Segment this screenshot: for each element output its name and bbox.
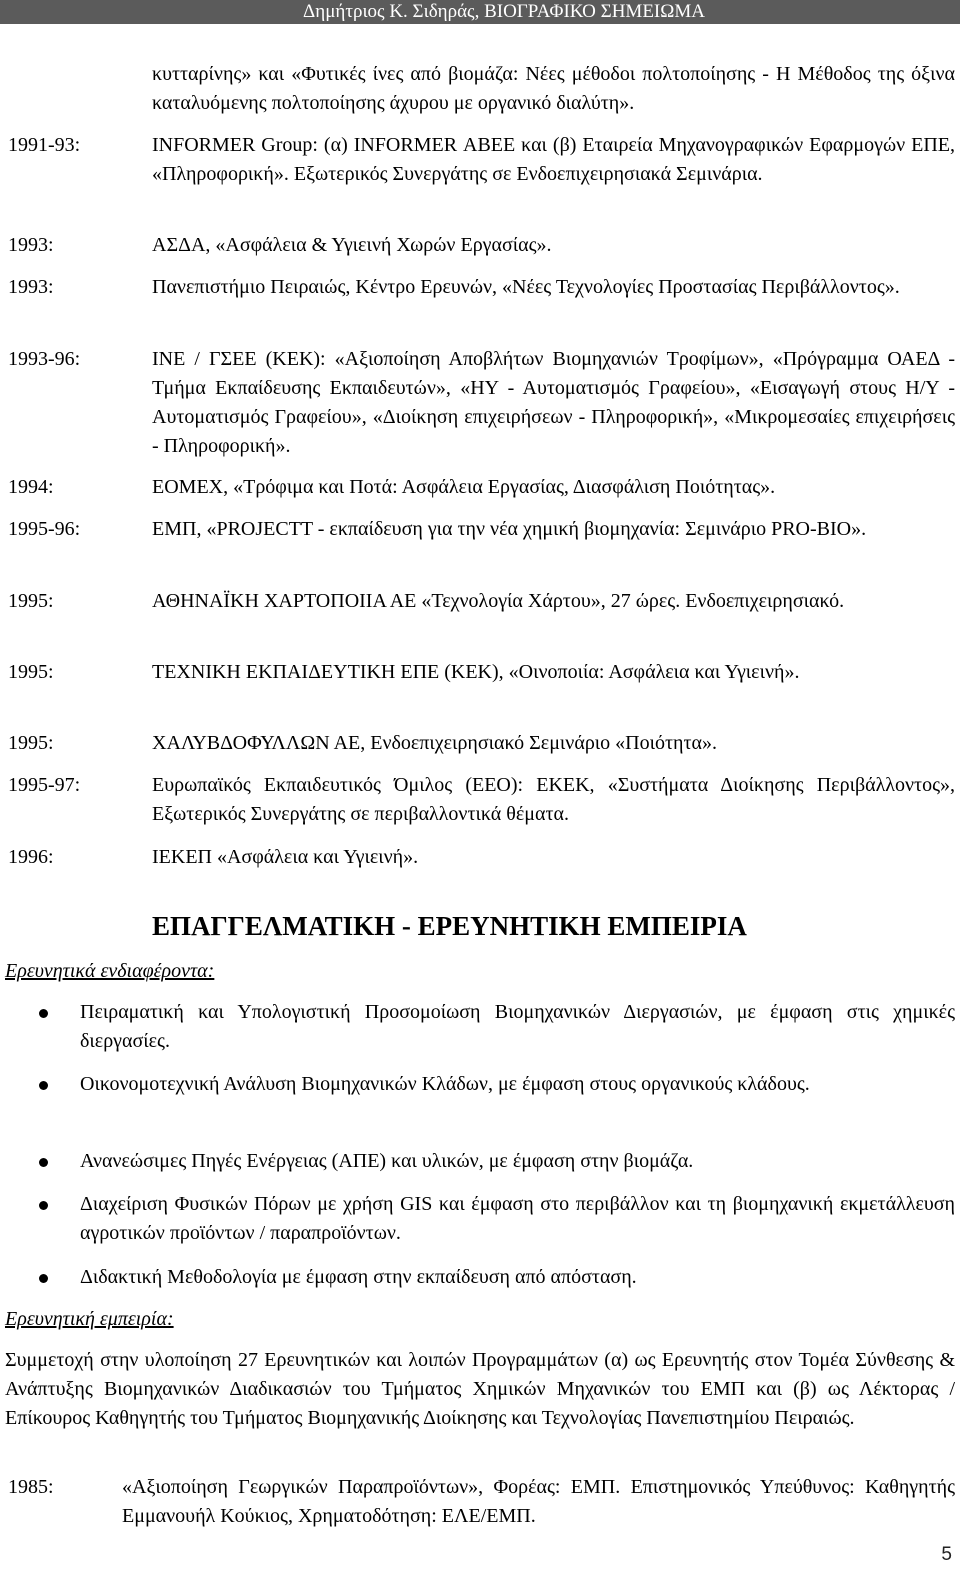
entry-year: 1993: (8, 276, 54, 298)
entry-text: κυτταρίνης» και «Φυτικές ίνες από βιομάζα: Νέες μέθοδοι πολτοποίησης - Η Μέθοδος της όξινα καταλυόμενης πολτοποίησης άχυρου με οργανικό διαλύτη». (152, 63, 955, 114)
entry-year: 1993: (8, 234, 54, 256)
interest-text: Ανανεώσιμες Πηγές Ενέργειας (ΑΠΕ) και υλικών, με έμφαση στην βιομάζα. (80, 1150, 694, 1172)
entry-year: 1995-96: (8, 518, 81, 540)
research-interests-label: Ερευνητικά ενδιαφέροντα: (5, 960, 215, 982)
entry-text: «Αξιοποίηση Γεωργικών Παραπροϊόντων», Φορέας: ΕΜΠ. Επιστημονικός Υπεύθυνος: Καθηγητής Εμμανουήλ Κούκιος, Χρηματοδότηση: ΕΛΕ/ΕΜΠ. (122, 1476, 955, 1527)
interest-text: Διδακτική Μεθοδολογία με έμφαση στην εκπαίδευση από απόσταση. (80, 1266, 637, 1288)
research-experience-label: Ερευνητική εμπειρία: (5, 1308, 174, 1330)
interest-text: Πειραματική και Υπολογιστική Προσομοίωση Βιομηχανικών Διεργασιών, με έμφαση στις χημικές διεργασίες. (80, 1001, 955, 1052)
entry-year: 1991-93: (8, 134, 81, 156)
entry-text: ΤΕΧΝΙΚΗ ΕΚΠΑΙΔΕΥΤΙΚΗ ΕΠΕ (ΚΕΚ), «Οινοποιία: Ασφάλεια και Υγιεινή». (152, 661, 800, 683)
entry-year: 1995: (8, 732, 54, 754)
entry-year: 1996: (8, 846, 54, 868)
entry-text: ΑΣΔΑ, «Ασφάλεια & Υγιεινή Χωρών Εργασίας». (152, 234, 552, 256)
entry-text: ΕΟΜΕΧ, «Τρόφιμα και Ποτά: Ασφάλεια Εργασίας, Διασφάλιση Ποιότητας». (152, 476, 776, 498)
entry-text: Πανεπιστήμιο Πειραιώς, Κέντρο Ερευνών, «Νέες Τεχνολογίες Προστασίας Περιβάλλοντος». (152, 276, 900, 298)
bullet-icon (39, 1201, 48, 1210)
entry-text: INFORMER Group: (α) INFORMER ΑΒΕΕ και (β) Εταιρεία Μηχανογραφικών Εφαρμογών ΕΠΕ, «Πληροφορική». Εξωτερικός Συνεργάτης σε Ενδοεπιχειρησιακά Σεμινάρια. (152, 134, 955, 185)
entry-text: ΙΝΕ / ΓΣΕΕ (ΚΕΚ): «Αξιοποίηση Αποβλήτων Βιομηχανιών Τροφίμων», «Πρόγραμμα ΟΑΕΔ - Τμήμα Εκπαίδευσης Εκπαιδευτών», «ΗΥ - Αυτοματισμός Γραφείου», «Εισαγωγή στους Η/Υ - Αυτοματισμός Γραφείου», «Διοίκηση επιχειρήσεων - Πληροφορική», «Μικρομεσαίες επιχειρήσεις - Πληροφορική». (152, 348, 955, 457)
interest-text: Διαχείριση Φυσικών Πόρων με χρήση GIS και έμφαση στο περιβάλλον και τη βιομηχανική εκμετάλλευση αγροτικών προϊόντων / παραπροϊόντων. (80, 1193, 955, 1244)
experience-summary: Συμμετοχή στην υλοποίηση 27 Ερευνητικών και λοιπών Προγραμμάτων (α) ως Ερευνητής στον Τομέα Σύνθεσης & Ανάπτυξης Βιομηχανικών Διαδικασιών του Τμήματος Χημικών Μηχανικών του ΕΜΠ και (β) ως Λέκτορας / Επίκουρος Καθηγητής του Τμήματος Βιομηχανικής Διοίκησης και Τεχνολογίας Πανεπιστημίου Πειραιώς. (5, 1349, 955, 1429)
entry-year: 1995: (8, 661, 54, 683)
page-number: 5 (941, 1544, 952, 1565)
header-title: Δημήτριος Κ. Σιδηράς, ΒΙΟΓΡΑΦΙΚΟ ΣΗΜΕΙΩΜΑ (303, 1, 705, 22)
section-heading: ΕΠΑΓΓΕΛΜΑΤΙΚΗ - ΕΡΕΥΝΗΤΙΚΗ ΕΜΠΕΙΡΙΑ (152, 911, 747, 941)
bullet-icon (39, 1009, 48, 1018)
bullet-icon (39, 1081, 48, 1090)
bullet-icon (39, 1274, 48, 1283)
entry-text: ΙΕΚΕΠ «Ασφάλεια και Υγιεινή». (152, 846, 419, 868)
entry-year: 1995-97: (8, 774, 81, 796)
entry-text: ΕΜΠ, «PROJECTT - εκπαίδευση για την νέα χημική βιομηχανία: Σεμινάριο PRO-BIO». (152, 518, 867, 540)
entry-year: 1985: (8, 1476, 54, 1498)
interest-text: Οικονομοτεχνική Ανάλυση Βιομηχανικών Κλάδων, με έμφαση στους οργανικούς κλάδους. (80, 1073, 810, 1095)
entry-text: Ευρωπαϊκός Εκπαιδευτικός Όμιλος (ΕΕΟ): ΕΚΕΚ, «Συστήματα Διοίκησης Περιβάλλοντος», Εξωτερικός Συνεργάτης σε περιβαλλοντικά θέματα. (152, 774, 955, 825)
entry-year: 1993-96: (8, 348, 81, 370)
entry-year: 1995: (8, 590, 54, 612)
bullet-icon (39, 1158, 48, 1167)
entry-year: 1994: (8, 476, 54, 498)
entry-text: ΑΘΗΝΑΪΚΗ ΧΑΡΤΟΠΟΙΙΑ ΑΕ «Τεχνολογία Χάρτου», 27 ώρες. Ενδοεπιχειρησιακό. (152, 590, 845, 612)
entry-text: ΧΑΛΥΒΔΟΦΥΛΛΩΝ ΑΕ, Ενδοεπιχειρησιακό Σεμινάριο «Ποιότητα». (152, 732, 718, 754)
